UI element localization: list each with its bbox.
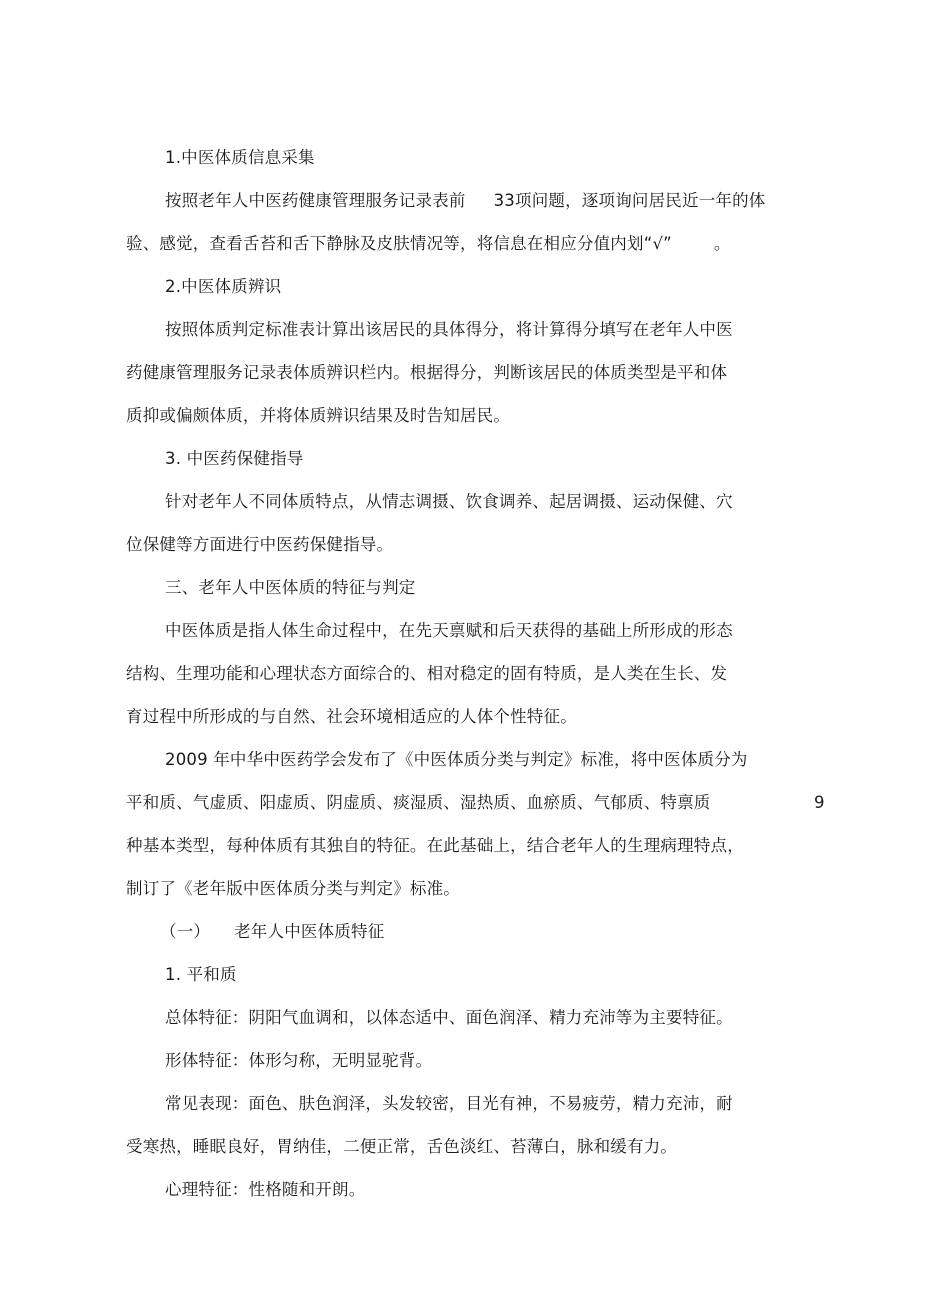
text: 按照体质判定标准表计算出该居民的具体得分，将计算得分填写在老年人中医 — [165, 320, 733, 339]
text: 针对老年人不同体质特点，从情志调摄、饮食调养、起居调摄、运动保健、穴 — [165, 492, 733, 511]
text: 制订了《老年版中医体质分类与判定》标准。 — [126, 879, 460, 898]
paragraph-line — [126, 362, 727, 384]
text: 结构、生理功能和心理状态方面综合的、相对稳定的固有特质，是人类在生长、发 — [126, 664, 728, 683]
text: 。 — [713, 234, 731, 253]
paragraph-line — [126, 835, 744, 857]
text: 受寒热，睡眠良好，胃纳佳，二便正常，舌色淡红、苔薄白，脉和缓有力。 — [126, 1137, 678, 1156]
text: 形体特征：体形匀称，无明显驼背。 — [165, 1051, 433, 1070]
paragraph-line — [165, 491, 733, 513]
paragraph-line — [165, 190, 766, 212]
paragraph-line — [126, 1136, 677, 1158]
paragraph-line — [165, 1179, 365, 1201]
paragraph-line — [165, 620, 733, 642]
paragraph-line — [126, 706, 577, 728]
text: 2009 年中华中医药学会发布了《中医体质分类与判定》标准，将中医体质分为 — [165, 750, 748, 769]
text: 药健康管理服务记录表体质辨识栏内。根据得分，判断该居民的体质类型是平和体 — [126, 363, 728, 382]
paragraph-line — [126, 878, 460, 900]
text: 常见表现：面色、肤色润泽，头发较密，目光有神，不易疲劳，精力充沛，耐 — [165, 1094, 733, 1113]
heading-balanced-constitution — [165, 964, 237, 986]
section-heading-3 — [165, 577, 416, 599]
text: 总体特征：阴阳气血调和，以体态适中、面色润泽、精力充沛等为主要特征。 — [165, 1008, 733, 1027]
number-nine — [814, 792, 825, 814]
text: 心理特征：性格随和开朗。 — [165, 1180, 366, 1199]
paragraph-line — [126, 233, 731, 255]
text: 1.中医体质信息采集 — [165, 148, 315, 167]
paragraph-line — [126, 534, 393, 556]
paragraph-line — [126, 792, 711, 814]
text: 位保健等方面进行中医药保健指导。 — [126, 535, 394, 554]
text: 育过程中所形成的与自然、社会环境相适应的人体个性特征。 — [126, 707, 577, 726]
text: 中医体质是指人体生命过程中，在先天禀赋和后天获得的基础上所形成的形态 — [165, 621, 733, 640]
paragraph-line — [165, 1093, 733, 1115]
text: 三、老年人中医体质的特征与判定 — [165, 578, 416, 597]
paragraph-line — [165, 319, 733, 341]
text: 33项问题，逐项询问居民近一年的体 — [493, 191, 766, 210]
text: 1. 平和质 — [165, 965, 237, 984]
text: 3. 中医药保健指导 — [165, 449, 304, 468]
paragraph-line — [126, 405, 510, 427]
text: 9 — [814, 793, 825, 812]
text: （一） — [160, 922, 211, 941]
text: 2.中医体质辨识 — [165, 277, 282, 296]
paragraph-line — [165, 1050, 432, 1072]
text: 平和质、气虚质、阳虚质、阴虚质、痰湿质、湿热质、血瘀质、气郁质、特禀质 — [126, 793, 711, 812]
paragraph-line — [165, 1007, 733, 1029]
text: 按照老年人中医药健康管理服务记录表前 — [165, 191, 466, 210]
text: 质抑或偏颇体质，并将体质辨识结果及时告知居民。 — [126, 406, 511, 425]
heading-tcm-constitution-info-collection — [165, 147, 315, 169]
paragraph-line — [165, 749, 748, 771]
text: 验、感觉，查看舌苔和舌下静脉及皮肤情况等，将信息在相应分值内划“√” — [126, 234, 672, 253]
text: 老年人中医体质特征 — [234, 922, 385, 941]
heading-tcm-health-guidance — [165, 448, 304, 470]
text: 种基本类型，每种体质有其独自的特征。在此基础上，结合老年人的生理病理特点， — [126, 836, 744, 855]
paragraph-line — [126, 663, 727, 685]
heading-tcm-constitution-identification — [165, 276, 281, 298]
subsection-heading — [160, 921, 384, 943]
